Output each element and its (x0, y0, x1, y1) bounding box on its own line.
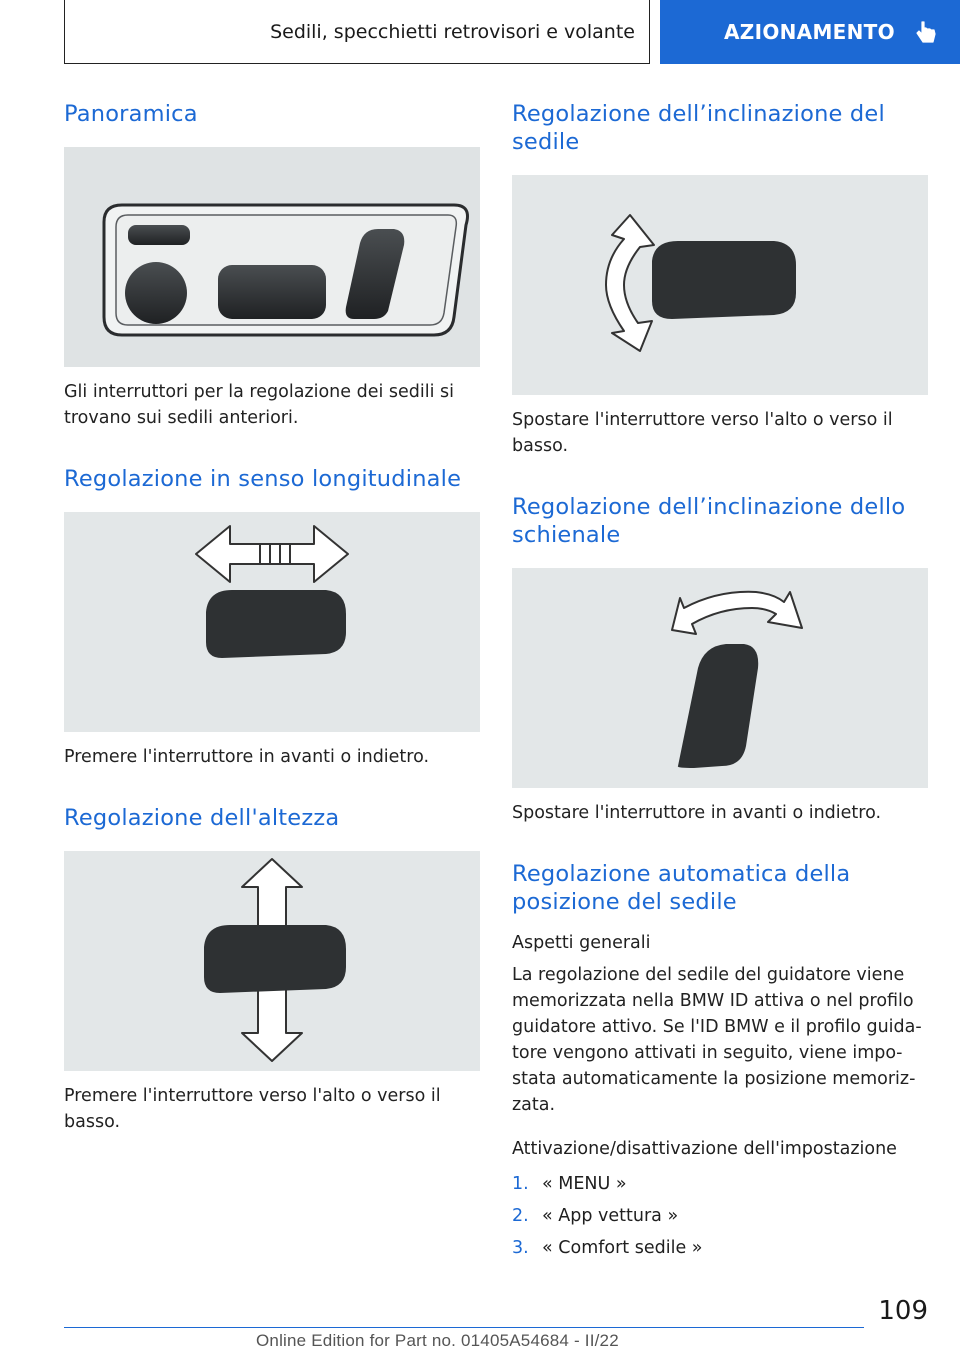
hand-pointer-icon (913, 19, 939, 45)
chapter-title: Sedili, specchietti retrovisori e volante (270, 20, 635, 43)
list-item (512, 1168, 928, 1200)
left-column (64, 100, 480, 1135)
edition-footer: Online Edition for Part no. 01405A54684 - II/22 (256, 1331, 619, 1350)
panoramica-heading: Panoramica (64, 101, 198, 127)
section-title: AZIONAMENTO (724, 20, 895, 44)
chapter-header (64, 0, 650, 64)
right-column (512, 100, 928, 1264)
list-item (512, 1200, 928, 1232)
height-heading: Regolazione dell'altezza (64, 805, 340, 831)
backrest-tilt-caption: Spostare l'interruttore in avanti o indietro. (512, 803, 882, 823)
auto-position-heading: Regolazione automatica della posizione del sedile (512, 861, 851, 915)
seat-tilt-heading: Regolazione dell’inclinazione del sedile (512, 101, 885, 155)
seat-controls-overview-image (64, 147, 480, 367)
step-text: « Comfort sedile » (542, 1238, 703, 1258)
longitudinal-caption: Premere l'interruttore in avanti o indietro. (64, 747, 430, 767)
seat-tilt-caption: Spostare l'interruttore verso l'alto o verso il basso. (512, 410, 893, 456)
list-item (512, 1232, 928, 1264)
panoramica-caption: Gli interruttori per la regolazione dei sedili si trovano sui sedili anteriori. (64, 382, 455, 428)
step-number: 3. (512, 1238, 529, 1258)
step-number: 1. (512, 1174, 529, 1194)
page-number: 109 (878, 1296, 928, 1326)
step-text: « App vettura » (542, 1206, 679, 1226)
step-number: 2. (512, 1206, 529, 1226)
activation-subheading: Attivazione/disattivazione dell'impostazione (512, 1139, 897, 1159)
longitudinal-heading: Regolazione in senso longitudinale (64, 466, 462, 492)
activation-steps (512, 1168, 928, 1264)
height-caption: Premere l'interruttore verso l'alto o verso il basso. (64, 1086, 441, 1132)
step-text: « MENU » (542, 1174, 627, 1194)
longitudinal-adjustment-image (64, 512, 480, 732)
seat-tilt-image (512, 175, 928, 395)
backrest-tilt-heading: Regolazione dell’inclinazione dello schienale (512, 494, 906, 548)
backrest-tilt-image (512, 568, 928, 788)
general-text: La regolazione del sedile del guidatore viene memorizzata nella BMW ID attiva o nel profilo guidatore attivo. Se l'ID BMW e il profilo guidatore vengono attivati in seguito, viene impostata automaticamente la posizione memorizzata. (512, 965, 922, 1115)
general-subheading: Aspetti generali (512, 933, 651, 953)
footer-divider (64, 1327, 864, 1328)
height-adjustment-image (64, 851, 480, 1071)
section-tab (660, 0, 960, 64)
